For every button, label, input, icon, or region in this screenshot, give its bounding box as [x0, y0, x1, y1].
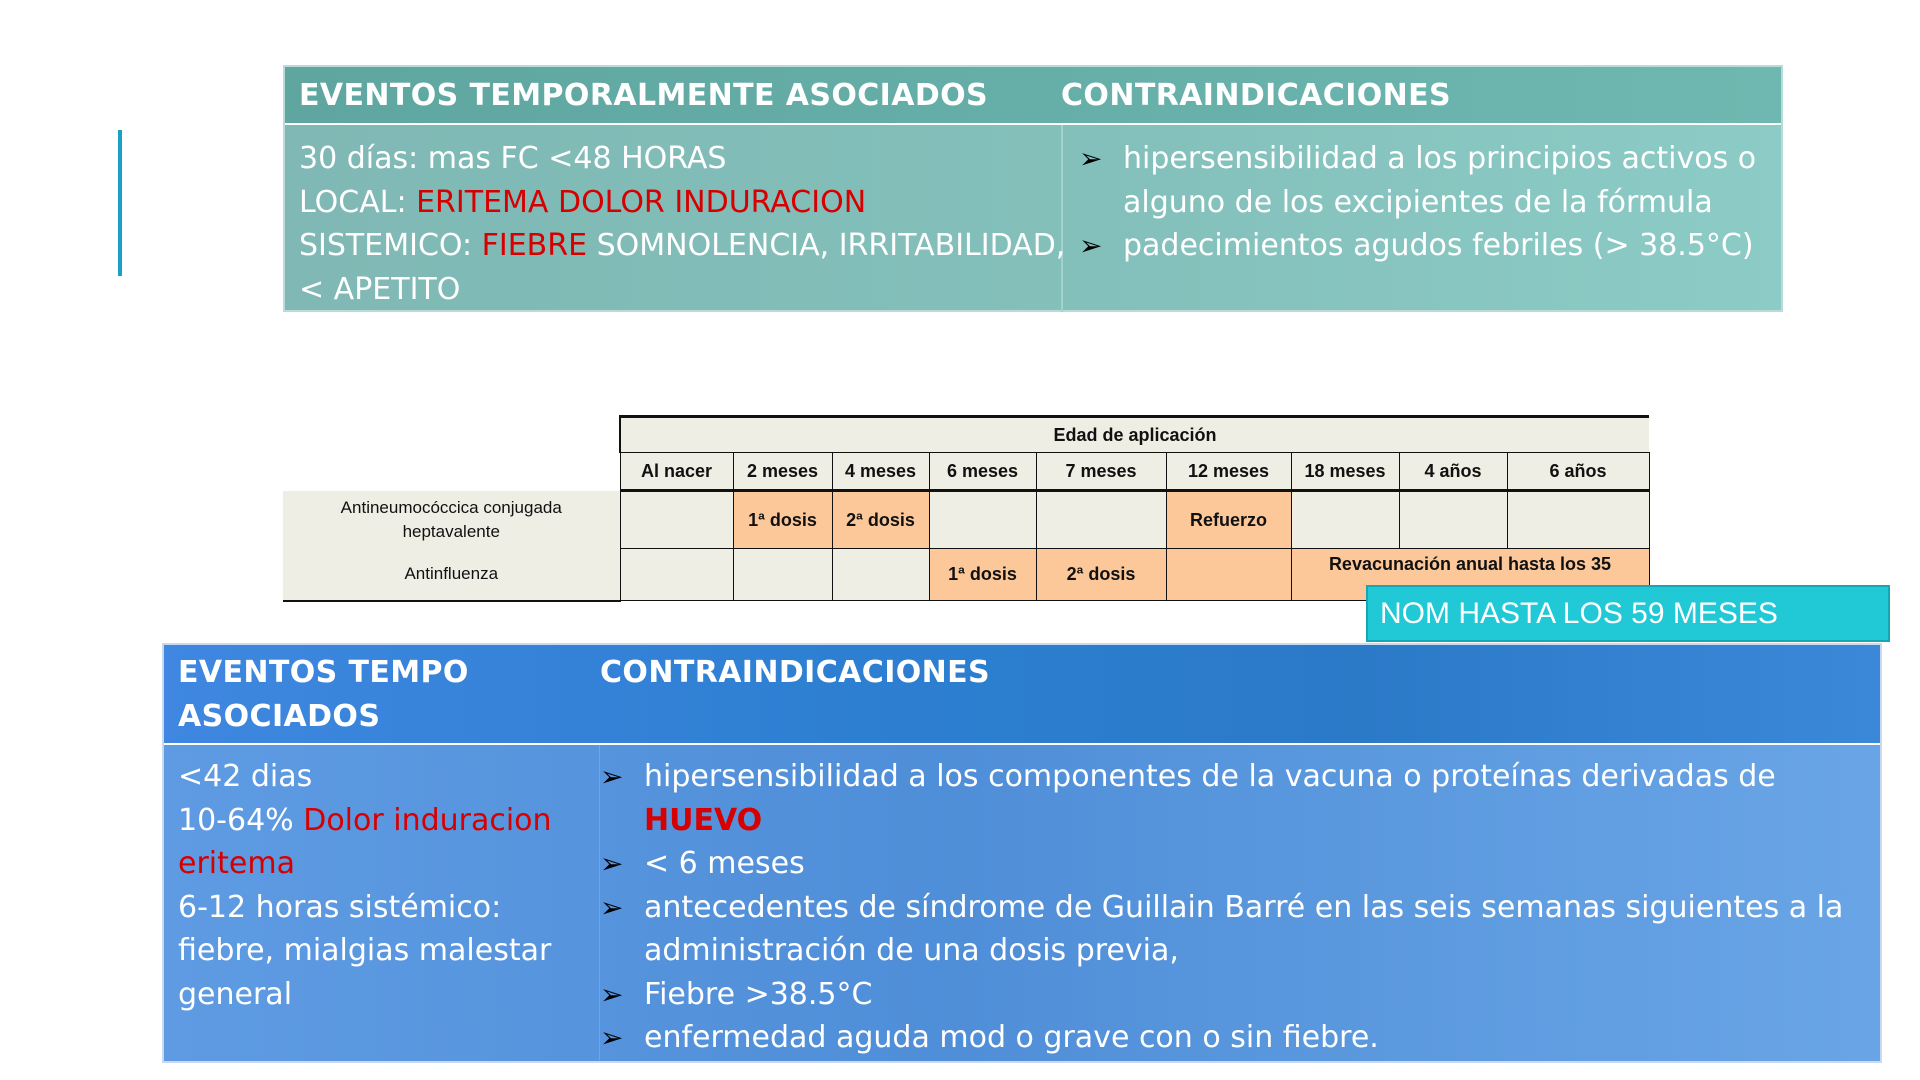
revaccination-text: Revacunación anual hasta los 35 [1328, 554, 1612, 574]
schedule-cell-dose: 2ª dosis [1036, 549, 1166, 601]
bottom-table-body [164, 745, 1880, 1060]
bottom-bullet-3-line2: administración de una dosis previa, [644, 933, 1179, 968]
age-header: 4 años [1399, 453, 1507, 491]
bottom-bullet-4 [600, 973, 1880, 1017]
schedule-cell [929, 491, 1036, 549]
top-bullet-2 [1079, 224, 1781, 268]
arrow-bullet-icon: ➢ [600, 760, 624, 793]
schedule-cell [733, 549, 832, 601]
bottom-events-systemic: 6-12 horas sistémico: [178, 889, 502, 925]
bottom-table-header [164, 645, 1880, 745]
top-col2-header: CONTRAINDICACIONES [1061, 77, 1452, 113]
vaccine-label-influenza: Antinfluenza [283, 549, 620, 601]
bottom-bullet-1-line1: hipersensibilidad a los componentes de la vacuna o proteínas derivadas de [644, 759, 1776, 794]
schedule-cell [832, 549, 929, 601]
schedule-cell [620, 491, 733, 549]
schedule-corner-2 [283, 453, 620, 491]
bottom-local-percent: 10-64% [178, 802, 304, 838]
bottom-col1-header [164, 645, 600, 743]
events-line-local [299, 181, 1061, 225]
schedule-cell-dose: 1ª dosis [733, 491, 832, 549]
bottom-bullet-4-text: Fiebre >38.5°C [644, 976, 873, 1012]
age-header: 6 meses [929, 453, 1036, 491]
schedule-cell-dose: 2ª dosis [832, 491, 929, 549]
schedule-cell [1399, 491, 1507, 549]
top-contraindications-cell [1063, 125, 1781, 312]
age-header: Al nacer [620, 453, 733, 491]
vaccine-label-line1: Antineumocóccica conjugada [340, 497, 562, 517]
bottom-bullet-1 [600, 755, 1880, 842]
schedule-cell-dose: 1ª dosis [929, 549, 1036, 601]
arrow-bullet-icon: ➢ [600, 847, 624, 880]
bottom-bullet-3-text [644, 886, 1843, 973]
top-bullet-1 [1079, 137, 1781, 224]
top-bullet-1-line2: alguno de los excipientes de la fórmula [1123, 184, 1713, 220]
arrow-bullet-icon: ➢ [1079, 142, 1103, 175]
bottom-bullet-2-text: < 6 meses [644, 846, 805, 881]
bottom-events-days: <42 dias [178, 759, 313, 794]
age-header: 18 meses [1291, 453, 1399, 491]
arrow-bullet-icon: ➢ [600, 1021, 624, 1054]
arrow-bullet-icon: ➢ [600, 977, 624, 1011]
age-header: 4 meses [832, 453, 929, 491]
bottom-bullet-5-text: enfermedad aguda mod o grave con o sin fiebre. [644, 1020, 1379, 1055]
schedule-cell [1166, 549, 1291, 601]
bottom-bullet-5 [600, 1016, 1880, 1060]
bottom-bullet-2 [600, 842, 1880, 886]
bottom-events-local [178, 799, 599, 886]
events-line-appetite: < APETITO [299, 271, 461, 307]
systemic-rest: SOMNOLENCIA, IRRITABILIDAD, [587, 228, 1066, 263]
top-table-body [285, 125, 1781, 312]
nom-callout: NOM HASTA LOS 59 MESES [1366, 585, 1890, 642]
schedule-group-header: Edad de aplicación [620, 417, 1649, 453]
bottom-col1-header-line1: EVENTOS TEMPO [178, 655, 469, 690]
bottom-bullet-3 [600, 886, 1880, 973]
vaccine-label-pneumococcal [283, 491, 620, 549]
events-line-days: 30 días: mas FC <48 HORAS [299, 141, 727, 176]
schedule-cell [1036, 491, 1166, 549]
bottom-contraindications-cell [600, 745, 1880, 1060]
systemic-red-text: FIEBRE [481, 228, 588, 263]
age-header: 2 meses [733, 453, 832, 491]
bottom-events-cell [164, 745, 600, 1060]
bottom-local-red-text: Dolor induracion eritema [178, 802, 552, 881]
events-line-systemic [299, 224, 1066, 268]
bottom-col1-header-line2: ASOCIADOS [178, 699, 381, 734]
schedule-cell-dose: Refuerzo [1166, 491, 1291, 549]
top-bullet-1-text [1123, 137, 1756, 224]
egg-red-text: HUEVO [644, 802, 763, 838]
schedule-corner [283, 417, 620, 453]
arrow-bullet-icon: ➢ [600, 890, 624, 924]
top-events-cell [285, 125, 1066, 312]
arrow-bullet-icon: ➢ [1079, 229, 1103, 262]
top-table [283, 65, 1783, 312]
bottom-table [162, 643, 1882, 1063]
age-header: 12 meses [1166, 453, 1291, 491]
schedule-cell [1291, 491, 1399, 549]
bottom-col2-header: CONTRAINDICACIONES [600, 655, 991, 690]
top-bullet-1-line1: hipersensibilidad a los principios activos o [1123, 141, 1757, 176]
bottom-bullet-3-line1: antecedentes de síndrome de Guillain Barré en las seis semanas siguientes a la [644, 889, 1844, 925]
age-header: 7 meses [1036, 453, 1166, 491]
local-red-text: ERITEMA DOLOR INDURACION [416, 184, 867, 220]
bottom-events-symptoms: fiebre, mialgias malestar general [178, 933, 552, 1012]
vaccine-label-line2: heptavalente [402, 521, 500, 541]
schedule-cell [1507, 491, 1649, 549]
systemic-label: SISTEMICO: [299, 228, 482, 263]
schedule-cell [620, 549, 733, 601]
top-table-header [285, 67, 1781, 125]
bottom-bullet-1-text [644, 755, 1776, 842]
accent-line [118, 130, 122, 276]
vaccination-schedule [283, 415, 1650, 602]
age-header: 6 años [1507, 453, 1649, 491]
top-col1-header: EVENTOS TEMPORALMENTE ASOCIADOS [299, 77, 989, 113]
top-bullet-2-text: padecimientos agudos febriles (> 38.5°C) [1123, 228, 1754, 263]
local-label: LOCAL: [299, 184, 417, 220]
